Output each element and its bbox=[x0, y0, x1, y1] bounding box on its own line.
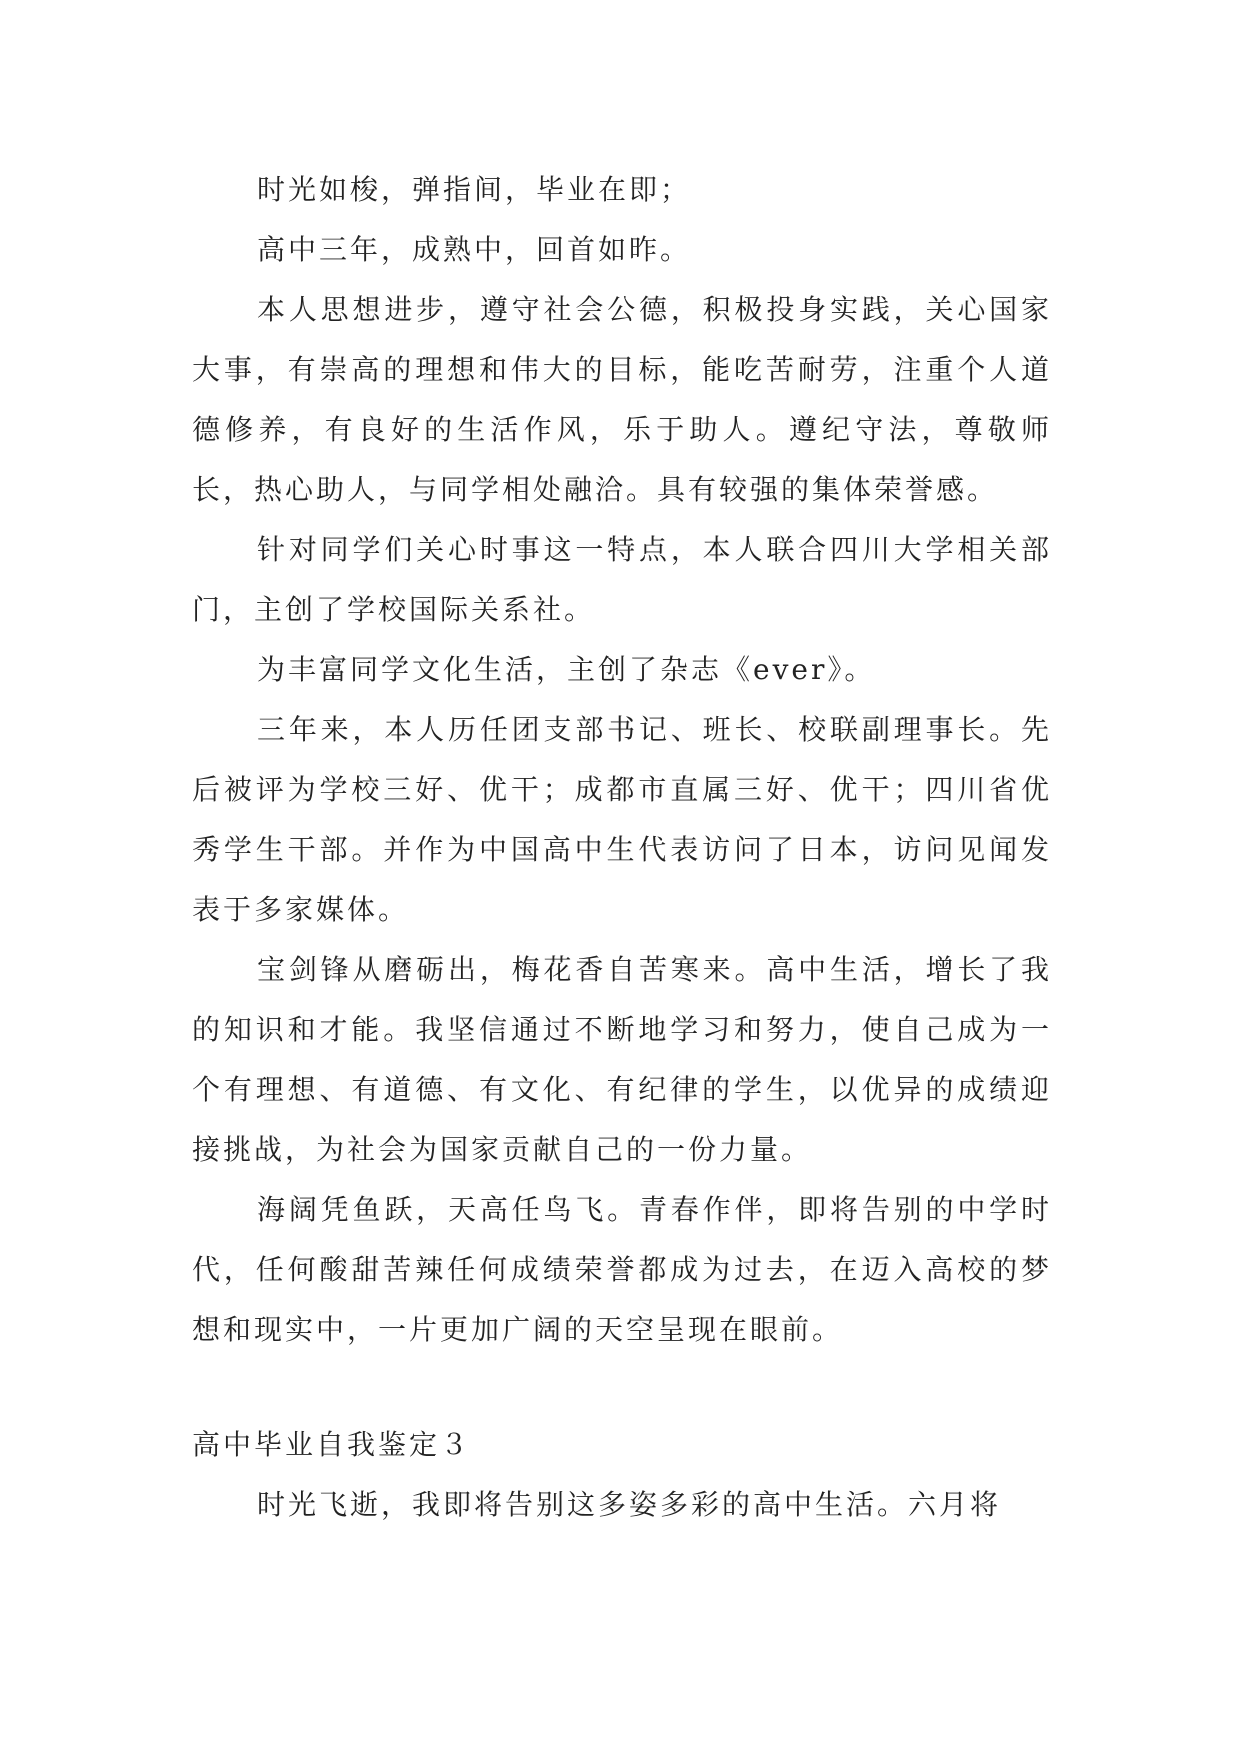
paragraph: 为丰富同学文化生活，主创了杂志《ever》。 bbox=[257, 653, 876, 686]
paragraph: 本人思想进步，遵守社会公德，积极投身实践，关心国家大事，有崇高的理想和伟大的目标，能吃苦耐劳，注重个人道德修养，有良好的生活作风，乐于助人。遵纪守法，尊敬师长，热心助人，与同学相处融洽。具有较强的集体荣誉感。 bbox=[192, 293, 1052, 506]
section-spacer bbox=[192, 1360, 1052, 1415]
paragraph: 海阔凭鱼跃，天高任鸟飞。青春作伴，即将告别的中学时代，任何酸甜苦辣任何成绩荣誉都成为过去，在迈入高校的梦想和现实中，一片更加广阔的天空呈现在眼前。 bbox=[192, 1193, 1052, 1346]
paragraph: 时光如梭，弹指间，毕业在即； bbox=[257, 173, 692, 206]
paragraph: 三年来，本人历任团支部书记、班长、校联副理事长。先后被评为学校三好、优干；成都市直属三好、优干；四川省优秀学生干部。并作为中国高中生代表访问了日本，访问见闻发表于多家媒体。 bbox=[192, 713, 1052, 926]
document-body bbox=[192, 160, 1052, 1535]
paragraph: 高中三年，成熟中，回首如昨。 bbox=[257, 233, 692, 266]
paragraph: 宝剑锋从磨砺出，梅花香自苦寒来。高中生活，增长了我的知识和才能。我坚信通过不断地学习和努力，使自己成为一个有理想、有道德、有文化、有纪律的学生，以优异的成绩迎接挑战，为社会为国家贡献自己的一份力量。 bbox=[192, 953, 1052, 1166]
paragraph: 时光飞逝，我即将告别这多姿多彩的高中生活。六月将 bbox=[257, 1488, 1002, 1521]
paragraph: 针对同学们关心时事这一特点，本人联合四川大学相关部门，主创了学校国际关系社。 bbox=[192, 533, 1052, 626]
section-heading: 高中毕业自我鉴定３ bbox=[192, 1428, 472, 1461]
